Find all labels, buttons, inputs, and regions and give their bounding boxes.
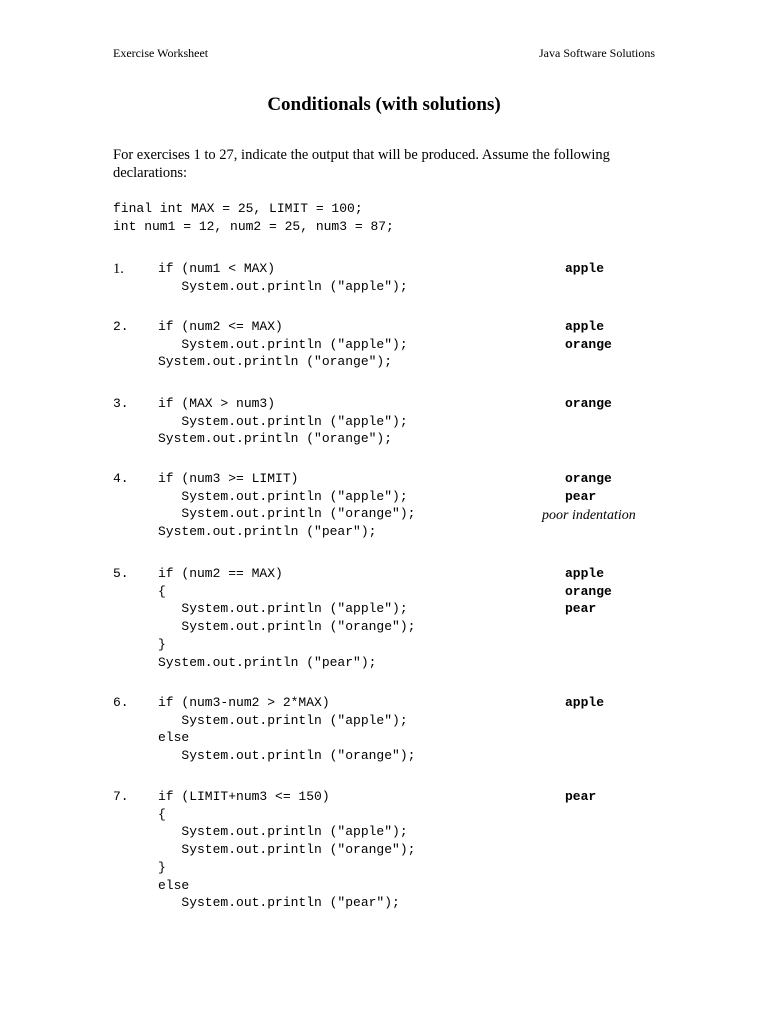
exercise-note: poor indentation (542, 508, 636, 523)
output-line: pear (565, 601, 597, 617)
output-line: orange (565, 336, 612, 352)
exercise-number: 1. (113, 261, 124, 277)
exercise-output (565, 318, 612, 353)
exercise-output (565, 395, 612, 413)
exercise-number: 6. (113, 695, 129, 710)
output-line: apple (565, 319, 605, 334)
exercise-code: if (LIMIT+num3 <= 150) { System.out.println ("apple"); System.out.println ("orange"); } else System.out.println ("pear"); (158, 789, 416, 911)
exercise-number: 3. (113, 396, 129, 411)
output-line: apple (565, 566, 605, 581)
output-line: orange (565, 396, 612, 411)
exercise-output (565, 694, 604, 712)
intro-text: For exercises 1 to 27, indicate the output that will be produced. Assume the following declarations: (113, 147, 610, 181)
declaration-line-1: final int MAX = 25, LIMIT = 100; (113, 201, 363, 216)
exercise-code: if (num1 < MAX) System.out.println ("apple"); (158, 261, 408, 294)
exercise-output (565, 788, 596, 806)
header-right: Java Software Solutions (539, 46, 655, 60)
output-line: orange (565, 471, 612, 486)
exercise-code: if (MAX > num3) System.out.println ("apple"); System.out.println ("orange"); (158, 396, 408, 447)
output-line: orange (565, 583, 612, 599)
exercise-code: if (num2 <= MAX) System.out.println ("apple"); System.out.println ("orange"); (158, 319, 408, 370)
output-line: pear (565, 488, 597, 504)
exercise-number: 7. (113, 789, 129, 804)
exercise-number: 5. (113, 566, 129, 581)
exercise-output (565, 565, 612, 618)
exercise-number: 4. (113, 471, 129, 486)
output-line: apple (565, 261, 605, 276)
exercise-number: 2. (113, 319, 129, 334)
exercise-code: if (num3 >= LIMIT) System.out.println ("apple"); System.out.println ("orange"); System.out.println ("pear"); (158, 471, 416, 540)
output-line: pear (565, 789, 597, 804)
exercise-code: if (num3-num2 > 2*MAX) System.out.println ("apple"); else System.out.println ("orange"); (158, 695, 416, 764)
exercise-code: if (num2 == MAX) { System.out.println ("apple"); System.out.println ("orange"); } System.out.println ("pear"); (158, 566, 416, 670)
header-left: Exercise Worksheet (113, 46, 209, 60)
page-title: Conditionals (with solutions) (267, 94, 501, 115)
output-line: apple (565, 695, 605, 710)
exercise-output (565, 470, 612, 505)
exercise-output (565, 260, 604, 278)
declaration-line-2: int num1 = 12, num2 = 25, num3 = 87; (113, 219, 394, 234)
